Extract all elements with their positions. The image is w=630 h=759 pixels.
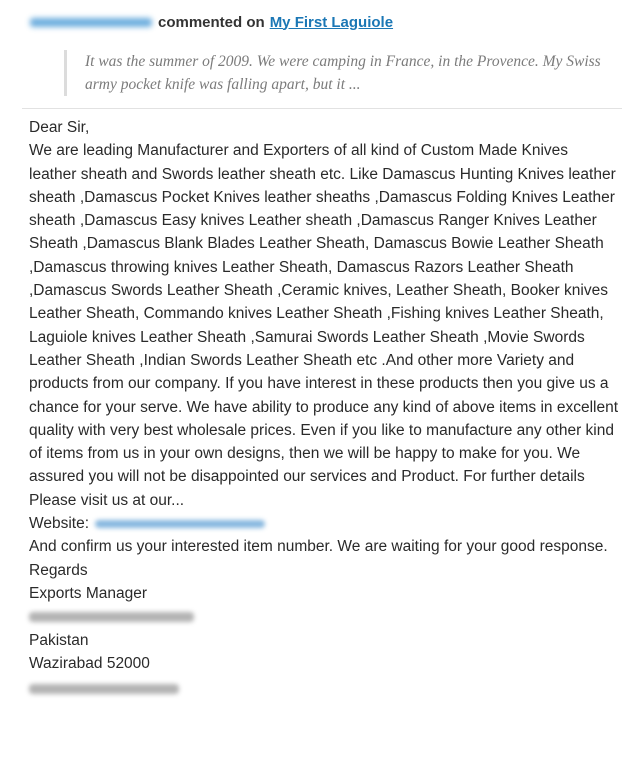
comment-paragraph: We are leading Manufacturer and Exporters of all kind of Custom Made Knives leather sheath and Swords leather sheath etc. Like Damascus Hunting Knives leather sheath ,Damascus Pocket Knives leather sheaths ,Damascus Folding Knives Leather sheath ,Damascus Easy knives Leather sheath ,Damascus Ranger Knives Leather Sheath ,Damascus Blank Blades Leather Sheath, Damascus Bowie Leather Sheath ,Damascus throwing knives Leather Sheath, Damascus Razors Leather Sheath ,Damascus Swords Leather Sheath ,Ceramic knives, Leather Sheath, Booker knives Leather Sheath, Commando knives Leather Sheath ,Fishing knives Leather Sheath, Laguiole knives Leather Sheath ,Samurai Swords Leather Sheath ,Movie Swords Leather Sheath ,Indian Swords Leather Sheath etc .And other more Variety and products from our company. If you have interest in these products then you give us a chance for your serve. We have ability to produce any kind of above items in excellent quality with very best wholesale prices. Even if you like to manufacture any other kind of items from us in your own designs, then we will be happy to make for you. We assured you will not be disappointed our services and Product. For further details Please visit us at our...: [29, 142, 619, 509]
company-line: [29, 605, 619, 628]
comment-header: [30, 10, 393, 34]
post-excerpt-quote: [64, 50, 625, 96]
signature-title: Exports Manager: [29, 584, 148, 602]
country: Pakistan: [29, 631, 89, 649]
phone-line: [29, 675, 619, 698]
confirm-text: And confirm us your interested item number. We are waiting for your good response.: [29, 538, 608, 556]
website-line: [29, 512, 619, 535]
divider: [22, 108, 622, 109]
company-name-redacted: [29, 612, 194, 622]
post-link[interactable]: My First Laguiole: [269, 13, 394, 31]
commenter-name-redacted[interactable]: [30, 18, 152, 27]
website-label: Website:: [29, 515, 90, 533]
website-link-redacted[interactable]: [95, 520, 265, 528]
quote-text: It was the summer of 2009. We were camping in France, in the Provence. My Swiss army pocket knife was falling apart, but it ...: [85, 53, 601, 93]
action-text: commented on: [158, 13, 265, 31]
regards: Regards: [29, 561, 88, 579]
phone-redacted: [29, 684, 179, 694]
greeting: Dear Sir,: [29, 119, 90, 136]
comment-body: [29, 116, 619, 698]
city: Wazirabad 52000: [29, 654, 150, 672]
